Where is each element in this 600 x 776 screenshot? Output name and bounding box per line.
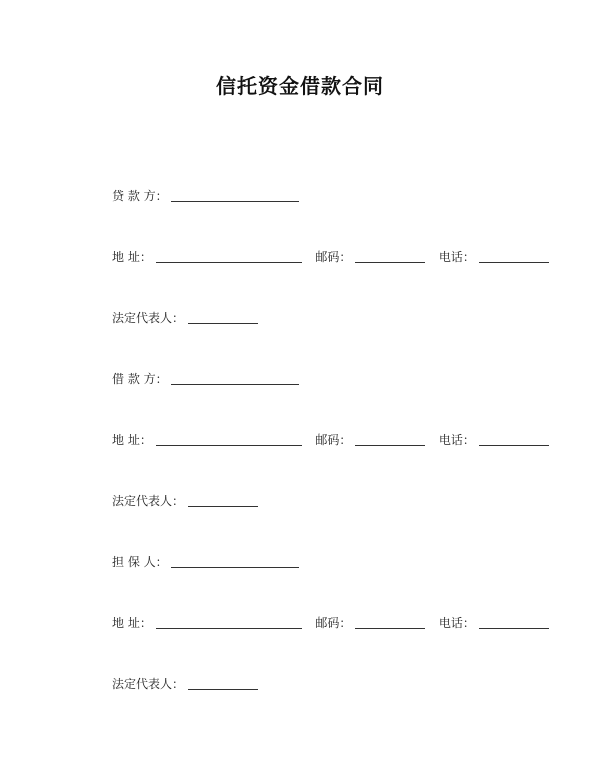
borrower-party-label: 借 款 方： xyxy=(112,372,168,386)
lender-party-row xyxy=(112,186,299,206)
borrower-address-blank[interactable] xyxy=(156,431,302,446)
guarantor-postcode-blank[interactable] xyxy=(355,614,425,629)
lender-party-label: 贷 款 方： xyxy=(112,189,168,203)
lender-representative-blank[interactable] xyxy=(188,309,258,324)
borrower-phone-blank[interactable] xyxy=(479,431,549,446)
borrower-party-row xyxy=(112,369,299,389)
guarantor-representative-row xyxy=(112,674,258,694)
document-title: 信托资金借款合同 xyxy=(216,74,384,98)
lender-address-row xyxy=(112,247,549,267)
lender-postcode-blank[interactable] xyxy=(355,248,425,263)
lender-phone-label: 电话： xyxy=(438,250,475,264)
guarantor-party-row xyxy=(112,552,299,572)
borrower-representative-label: 法定代表人： xyxy=(112,494,185,508)
lender-party-blank[interactable] xyxy=(171,187,299,202)
borrower-representative-blank[interactable] xyxy=(188,492,258,507)
borrower-postcode-blank[interactable] xyxy=(355,431,425,446)
lender-address-label: 地 址： xyxy=(112,250,152,264)
lender-postcode-label: 邮码： xyxy=(315,250,352,264)
guarantor-address-label: 地 址： xyxy=(112,616,152,630)
guarantor-representative-blank[interactable] xyxy=(188,675,258,690)
guarantor-address-row xyxy=(112,613,549,633)
borrower-party-blank[interactable] xyxy=(171,370,299,385)
lender-representative-label: 法定代表人： xyxy=(112,311,185,325)
guarantor-party-blank[interactable] xyxy=(171,553,299,568)
borrower-phone-label: 电话： xyxy=(438,433,475,447)
guarantor-postcode-label: 邮码： xyxy=(315,616,352,630)
guarantor-address-blank[interactable] xyxy=(156,614,302,629)
guarantor-phone-blank[interactable] xyxy=(479,614,549,629)
guarantor-phone-label: 电话： xyxy=(438,616,475,630)
lender-representative-row xyxy=(112,308,258,328)
borrower-representative-row xyxy=(112,491,258,511)
borrower-postcode-label: 邮码： xyxy=(315,433,352,447)
lender-phone-blank[interactable] xyxy=(479,248,549,263)
guarantor-party-label: 担 保 人： xyxy=(112,555,168,569)
borrower-address-row xyxy=(112,430,549,450)
borrower-address-label: 地 址： xyxy=(112,433,152,447)
guarantor-representative-label: 法定代表人： xyxy=(112,677,185,691)
lender-address-blank[interactable] xyxy=(156,248,302,263)
